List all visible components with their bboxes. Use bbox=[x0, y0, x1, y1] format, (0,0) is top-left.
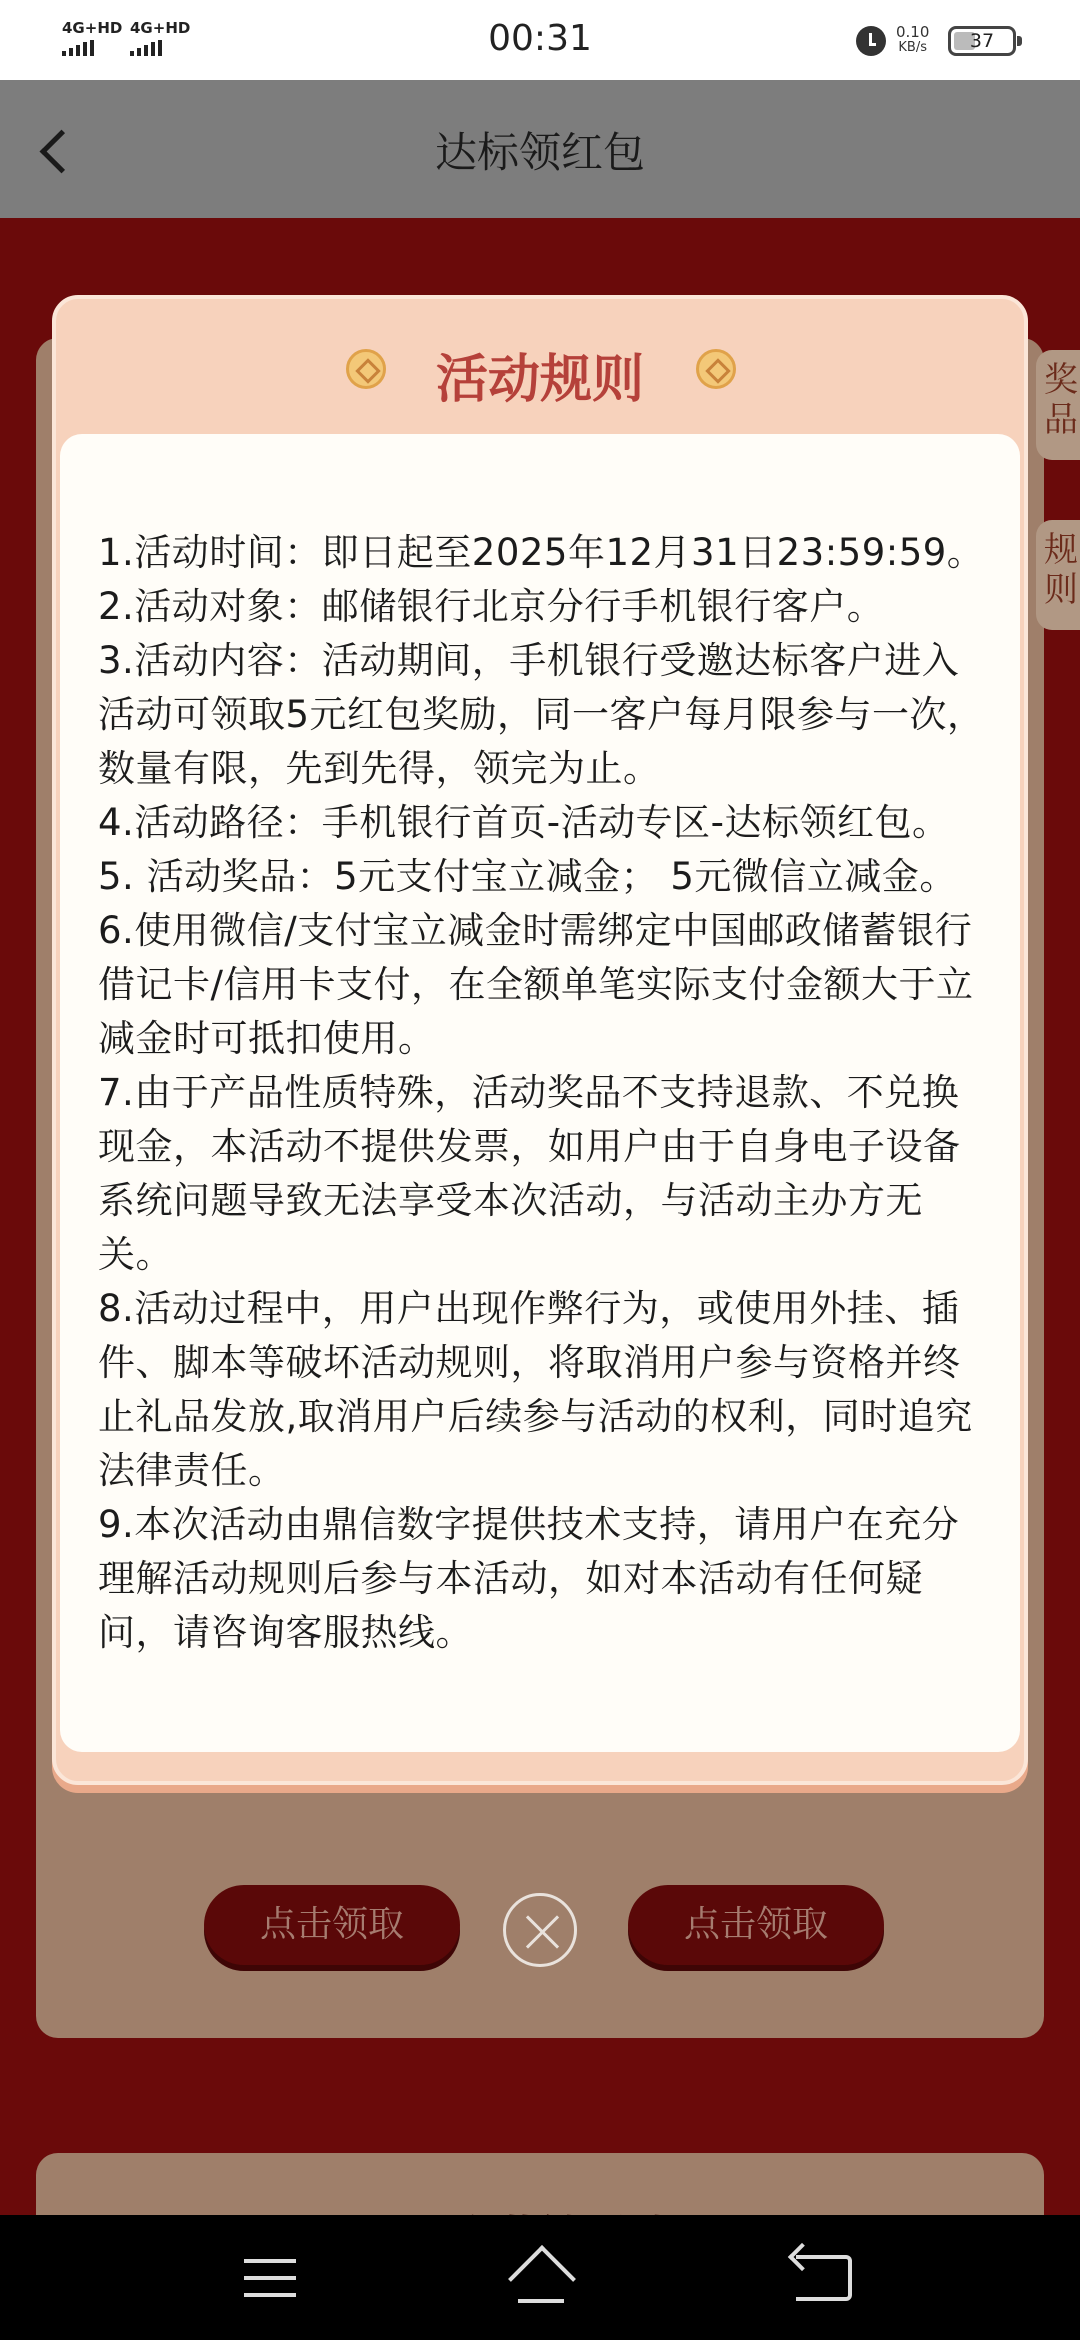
rule-item: 5. 活动奖品：5元支付宝立减金； 5元微信立减金。 bbox=[98, 855, 957, 898]
claim-button-left[interactable]: 点击领取 bbox=[204, 1885, 460, 1965]
rule-item: 2.活动对象：邮储银行北京分行手机银行客户。 bbox=[98, 585, 885, 628]
rule-item: 3.活动内容：活动期间，手机银行受邀达标客户进入活动可领取5元红包奖励，同一客户每月限参与一次，数量有限，先到先得，领完为止。 bbox=[98, 639, 985, 790]
menu-icon[interactable] bbox=[244, 2259, 296, 2297]
close-icon[interactable] bbox=[503, 1893, 577, 1967]
app-header bbox=[0, 80, 1080, 218]
page-title: 达标领红包 bbox=[434, 128, 645, 177]
network-speed-unit: KB/s bbox=[898, 40, 927, 55]
side-tab-rules[interactable]: 规则 bbox=[1036, 520, 1080, 630]
status-bar bbox=[0, 0, 1080, 80]
rule-item: 8.活动过程中，用户出现作弊行为，或使用外挂、插件、脚本等破坏活动规则，将取消用户参与资格并终止礼品发放,取消用户后续参与活动的权利，同时追究法律责任。 bbox=[98, 1287, 973, 1492]
signal-label-1: 4G+HD bbox=[62, 19, 123, 37]
rule-item: 4.活动路径：手机银行首页-活动专区-达标领红包。 bbox=[98, 801, 950, 844]
battery-level: 37 bbox=[969, 30, 995, 52]
side-tab-prizes[interactable]: 奖品 bbox=[1036, 350, 1080, 460]
home-icon[interactable] bbox=[506, 2249, 576, 2305]
signal-label-2: 4G+HD bbox=[130, 19, 191, 37]
rule-item: 9.本次活动由鼎信数字提供技术支持，请用户在充分理解活动规则后参与本活动，如对本活动有任何疑问，请咨询客服热线。 bbox=[98, 1503, 960, 1654]
battery-icon bbox=[948, 26, 1016, 56]
rule-item: 6.使用微信/支付宝立减金时需绑定中国邮政储蓄银行借记卡/信用卡支付，在全额单笔实际支付金额大于立减金时可抵扣使用。 bbox=[98, 909, 974, 1060]
rules-modal bbox=[52, 295, 1028, 1785]
navigation-bar bbox=[0, 2215, 1080, 2340]
rule-item: 1.活动时间：即日起至2025年12月31日23:59:59。 bbox=[98, 531, 985, 574]
return-icon[interactable] bbox=[796, 2255, 852, 2301]
rules-content[interactable] bbox=[60, 434, 1020, 1752]
alarm-icon bbox=[856, 26, 886, 56]
modal-title: 活动规则 bbox=[435, 350, 644, 410]
network-speed bbox=[896, 24, 929, 56]
claim-button-right[interactable]: 点击领取 bbox=[628, 1885, 884, 1965]
coin-icon-right bbox=[696, 349, 736, 389]
status-time: 00:31 bbox=[488, 18, 592, 59]
network-speed-value: 0.10 bbox=[896, 23, 930, 41]
rule-item: 7.由于产品性质特殊，活动奖品不支持退款、不兑换现金，本活动不提供发票，如用户由于自身电子设备系统问题导致无法享受本次活动，与活动主办方无关。 bbox=[98, 1071, 961, 1276]
